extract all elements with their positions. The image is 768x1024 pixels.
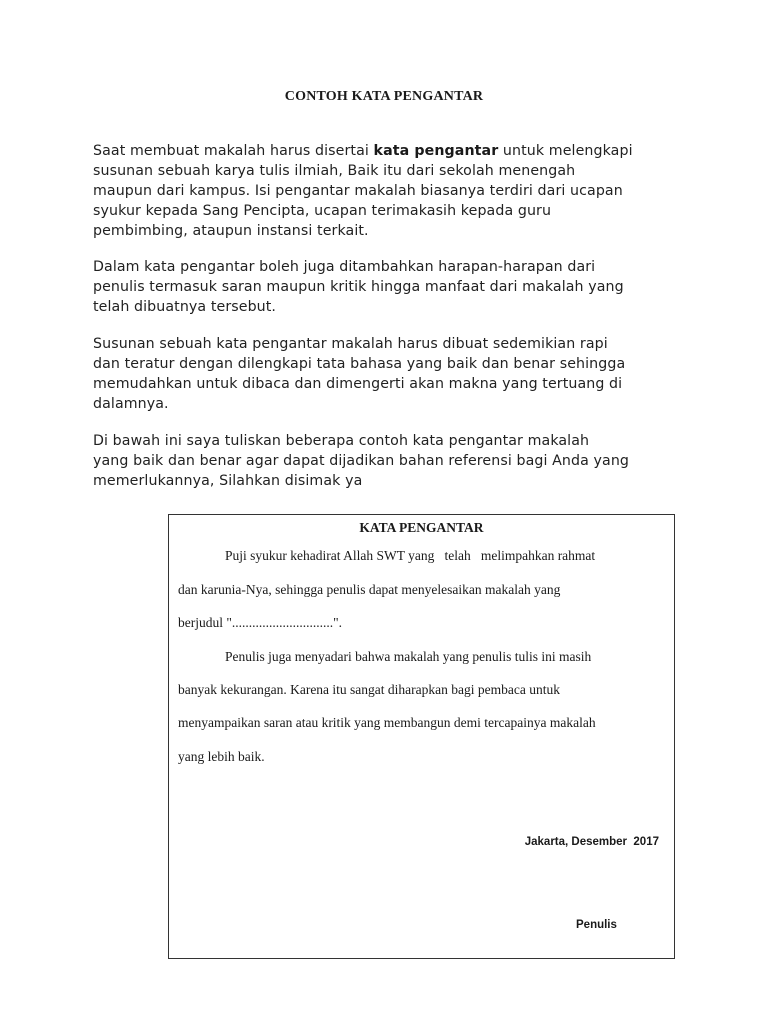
- paragraph-content: Dalam kata pengantar boleh juga ditambahkan harapan-harapan dari penulis termasuk saran maupun kritik hingga manfaat dari makalah yang telah dibuatnya tersebut.: [93, 259, 624, 315]
- paragraph-examples: Di bawah ini saya tuliskan beberapa contoh kata pengantar makalah yang baik dan benar agar dapat dijadikan bahan referensi bagi Anda yang memerlukannya, Silahkan disimak ya: [93, 433, 630, 489]
- sample-title: KATA PENGANTAR: [359, 520, 484, 535]
- author-signature: Penulis: [576, 919, 617, 931]
- place-date: Jakarta, Desember 2017: [524, 836, 659, 848]
- sample-line: berjudul "..............................".: [178, 615, 343, 630]
- sample-line: banyak kekurangan. Karena itu sangat diharapkan bagi pembaca untuk: [178, 682, 560, 697]
- paragraph-intro: [93, 141, 693, 241]
- document-title: CONTOH KATA PENGANTAR: [284, 89, 484, 104]
- sample-line: yang lebih baik.: [178, 749, 265, 764]
- sample-line: dan karunia-Nya, sehingga penulis dapat menyelesaikan makalah yang: [178, 582, 561, 597]
- paragraph-intro-start: Saat membuat makalah harus disertai: [93, 143, 374, 159]
- paragraph-intro-keyword: kata pengantar: [373, 143, 499, 159]
- sample-foreword-box: [168, 514, 675, 959]
- sample-line: Penulis juga menyadari bahwa makalah yang penulis tulis ini masih: [225, 649, 592, 664]
- sample-line: menyampaikan saran atau kritik yang membangun demi tercapainya makalah: [178, 715, 596, 730]
- paragraph-intro-rest: untuk melengkapi susunan sebuah karya tulis ilmiah, Baik itu dari sekolah menengah maupun dari kampus. Isi pengantar makalah biasanya terdiri dari ucapan syukur kepada Sang Pencipta, ucapan terimakasih kepada guru pembimbing, ataupun instansi terkait.: [93, 143, 633, 239]
- sample-line: Puji syukur kehadirat Allah SWT yang telah melimpahkan rahmat: [225, 548, 596, 563]
- paragraph-structure: Susunan sebuah kata pengantar makalah harus dibuat sedemikian rapi dan teratur dengan dilengkapi tata bahasa yang baik dan benar sehingga memudahkan untuk dibaca dan dimengerti akan makna yang tertuang di dalamnya.: [93, 336, 626, 412]
